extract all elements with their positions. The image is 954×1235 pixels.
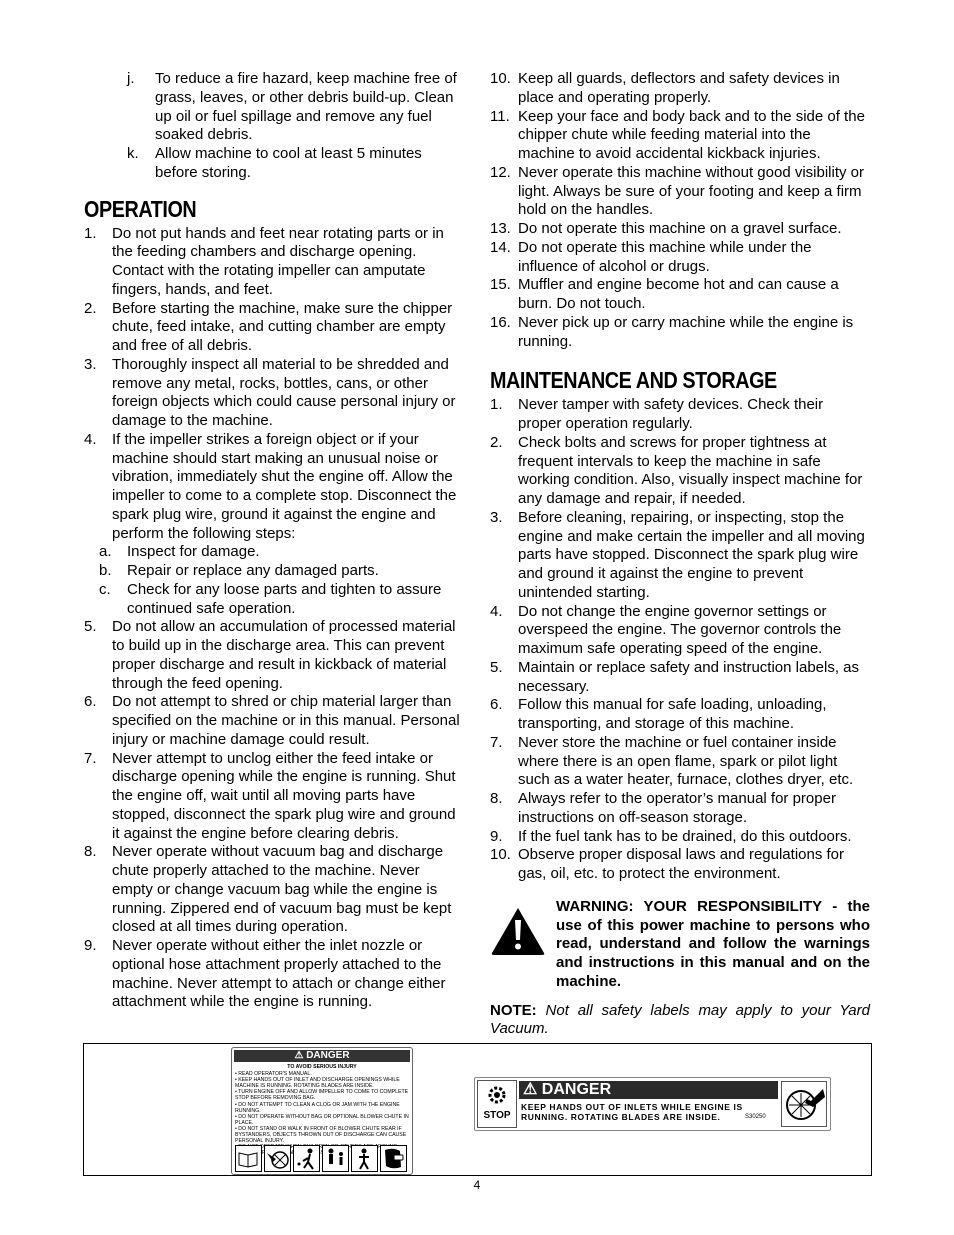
list-item: 14. Do not operate this machine while under the influence of alcohol or drugs. bbox=[490, 238, 812, 275]
safety-labels-panel bbox=[83, 1043, 872, 1176]
list-item: 1. Never tamper with safety devices. Check their proper operation regularly. bbox=[490, 396, 824, 432]
list-item: 10. Keep all guards, deflectors and safety devices in place and operating properly. bbox=[490, 70, 840, 106]
stop-text: STOP bbox=[483, 1110, 511, 1121]
list-item: 7. Never attempt to unclog either the feed intake or discharge opening while the engine is running. Shut the engine off, wait until all moving parts have stopped, disconnect the spark plug wire and ground it against the engine before clearing debris. bbox=[84, 749, 456, 842]
list-item: 7. Never store the machine or fuel container inside where there is an open flame, spark or pilot light such as a water heater, furnace, clothes dryer, etc. bbox=[490, 733, 854, 789]
maintenance-heading: MAINTENANCE AND STORAGE bbox=[490, 367, 777, 394]
warning-triangle-icon: ⚠ bbox=[294, 1050, 304, 1061]
hand-blade-icon bbox=[264, 1145, 291, 1172]
list-item: 8. Always refer to the operator’s manual for proper instructions on off-season storage. bbox=[490, 790, 836, 826]
list-item: 4. Do not change the engine governor settings or overspeed the engine. The governor controls the maximum safe operating speed of the engine. bbox=[490, 602, 842, 657]
danger-header: ⚠ DANGER bbox=[234, 1050, 410, 1062]
list-item: 13. Do not operate this machine on a gravel surface. bbox=[490, 220, 842, 237]
safety-glasses-icon bbox=[380, 1145, 407, 1172]
list-item: 5. Maintain or replace safety and instruction labels, as necessary. bbox=[490, 658, 860, 695]
list-item: 8. Never operate without vacuum bag and discharge chute properly attached to the machine. Never empty or change vacuum bag while the engine is running. Zippered end of vacuum bag must be kept closed at all times during operation. bbox=[84, 843, 452, 936]
sub-list-item: a. Inspect for damage. bbox=[99, 543, 260, 561]
danger-header: ⚠ DANGER bbox=[519, 1081, 778, 1099]
list-item: 4. If the impeller strikes a foreign object or if your machine should start making an unusual noise or vibration, immediately shut the engine off. Allow the impeller to come to a complete stop. Disconnect the spark plug wire, ground it against the engine and perform the following steps: bbox=[84, 430, 457, 542]
list-item: k. Allow machine to cool at least 5 minutes before storing. bbox=[127, 145, 422, 181]
list-item: 1. Do not put hands and feet near rotating parts or in the feeding chambers and discharge opening. Contact with the rotating impeller can amputate fingers, hands, and feet. bbox=[84, 224, 444, 298]
label-subtitle: TO AVOID SERIOUS INJURY bbox=[287, 1064, 357, 1070]
stop-pictogram bbox=[477, 1080, 517, 1128]
thrown-object-icon bbox=[293, 1145, 320, 1172]
left-column bbox=[84, 70, 462, 1012]
list-item: 5. Do not allow an accumulation of processed material to build up in the discharge area. This can prevent proper discharge and result in kickback of material through the feed opening. bbox=[84, 618, 456, 692]
list-item: 9. If the fuel tank has to be drained, do this outdoors. bbox=[490, 827, 852, 845]
list-item: 6. Do not attempt to shred or chip material larger than specified on the machine or in this manual. Personal injury or machine damage could result. bbox=[84, 693, 460, 748]
note-label: NOTE: bbox=[490, 1001, 537, 1019]
gear-icon bbox=[486, 1084, 508, 1106]
list-item: 6. Follow this manual for safe loading, unloading, transporting, and storage of this machine. bbox=[490, 696, 827, 732]
page-number: 4 bbox=[473, 1178, 481, 1192]
warning-text: WARNING: YOUR RESPONSIBILITY - the use of this power machine to persons who read, understand and follow the warnings and instructions in this manual and on the machine. bbox=[556, 897, 870, 990]
list-item: 15. Muffler and engine become hot and can cause a burn. Do not touch. bbox=[490, 276, 839, 312]
list-item: 2. Before starting the machine, make sure the chipper chute, feed intake, and cutting chamber are empty and free of all debris. bbox=[84, 299, 453, 354]
operation-heading: OPERATION bbox=[84, 195, 197, 222]
list-item: 16. Never pick up or carry machine while the engine is running. bbox=[490, 313, 854, 350]
list-item: 3. Before cleaning, repairing, or inspecting, stop the engine and make certain the impeller and all moving parts have stopped. Disconnect the spark plug wire and ground it against the engine to prevent unintended starting. bbox=[490, 508, 865, 601]
warning-block bbox=[490, 898, 870, 992]
danger-label-large bbox=[231, 1047, 413, 1175]
manual-book-icon bbox=[235, 1145, 262, 1172]
hand-impeller-icon bbox=[781, 1081, 827, 1127]
label-pictograms bbox=[235, 1145, 408, 1172]
list-item: 10. Observe proper disposal laws and regulations for gas, oil, etc. to protect the environment. bbox=[490, 846, 845, 882]
bystanders-icon bbox=[322, 1145, 349, 1172]
list-item: 3. Thoroughly inspect all material to be shredded and remove any metal, rocks, bottles, cans, or other foreign objects which could cause personal injury or damage to the machine. bbox=[84, 355, 456, 429]
keep-away-icon bbox=[351, 1145, 378, 1172]
list-item: 9. Never operate without either the inlet nozzle or optional hose attachment properly attached to the machine. Never attempt to attach or change either attachment while the engine is running. bbox=[84, 937, 446, 1011]
list-item: 11. Keep your face and body back and to the side of the chipper chute while feeding material into the machine to avoid accidental kickback injuries. bbox=[490, 107, 865, 162]
danger-label-small bbox=[474, 1077, 831, 1131]
label-lines: • READ OPERATOR'S MANUAL. • KEEP HANDS OUT OF INLET AND DISCHARGE OPENINGS WHILE MACHINE IS RUNNING. ROTATING BLADES ARE INSIDE. • TURN ENGINE OFF AND ALLOW IMPELLER TO COME TO COMPLETE STOP BEFORE REMOVING BAG. • DO NOT ATTEMPT TO CLEAN A CLOG OR JAM WITH THE ENGINE RUNNING. • DO NOT OPERATE WITHOUT BAG OR OPTIONAL BLOWER CHUTE IN PLACE. • DO NOT STAND OR WALK IN FRONT OF BLOWER CHUTE REAR IF BYSTANDERS, OBJECTS THROWN OUT OF DISCHARGE CAN CAUSE PERSONAL INJURY. OTHERS bbox=[235, 1071, 409, 1151]
list-item: 2. Check bolts and screws for proper tightness at frequent intervals to keep the machine in safe working condition. Also, visually inspect machine for any damage and repair, if needed. bbox=[490, 433, 863, 507]
note bbox=[490, 1002, 870, 1040]
warning-triangle-icon: ⚠ bbox=[523, 1081, 538, 1098]
sub-list-item: b. Repair or replace any damaged parts. bbox=[99, 562, 379, 579]
sub-list-item: c. Check for any loose parts and tighten to assure continued safe operation. bbox=[99, 580, 442, 617]
label-code: S30250 bbox=[745, 1114, 766, 1120]
label-message: KEEP HANDS OUT OF INLETS WHILE ENGINE IS RUNNING. ROTATING BLADES ARE INSIDE. bbox=[521, 1102, 743, 1122]
note-text: Not all safety labels may apply to your Yard Vacuum. bbox=[490, 1001, 870, 1038]
warning-triangle-icon bbox=[490, 906, 546, 956]
list-item: j. To reduce a fire hazard, keep machine free of grass, leaves, or other debris build-up. Clean up oil or fuel spillage and remove any fuel soaked debris. bbox=[127, 70, 457, 144]
right-column bbox=[490, 70, 870, 1039]
list-item: 12. Never operate this machine without good visibility or light. Always be sure of your footing and keep a firm hold on the handles. bbox=[490, 163, 865, 219]
